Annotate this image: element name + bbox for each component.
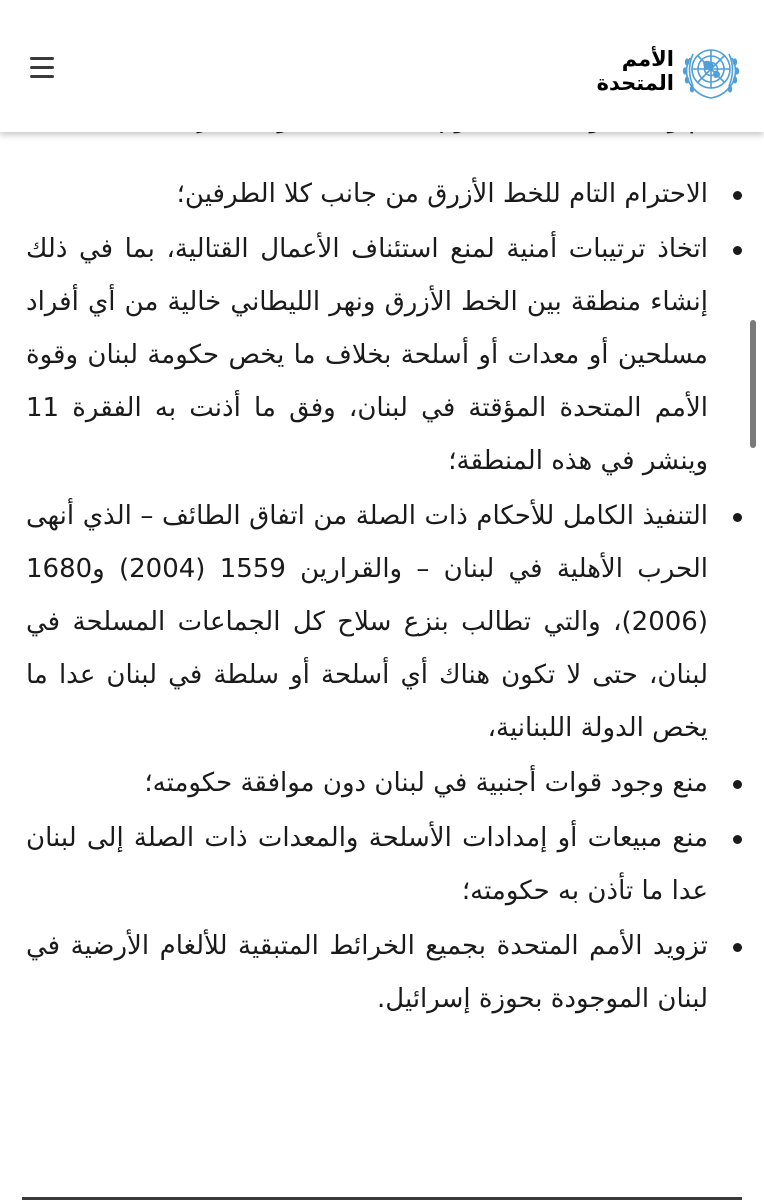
list-item-text: تزويد الأمم المتحدة بجميع الخرائط المتبقية للألغام الأرضية في لبنان الموجودة بحوزة إسرائيل. — [26, 931, 708, 1014]
logo-line-1: الأمم — [621, 47, 674, 71]
list-item — [26, 168, 708, 221]
bullet-icon — [733, 835, 742, 844]
list-item — [26, 812, 708, 918]
bullet-icon — [733, 513, 742, 522]
hamburger-menu-icon[interactable] — [26, 52, 60, 82]
list-item — [26, 757, 708, 810]
site-header — [0, 0, 764, 132]
list-item — [26, 920, 708, 1026]
bullet-icon — [733, 943, 742, 952]
bullet-icon — [733, 780, 742, 789]
scrollbar-thumb[interactable] — [750, 320, 756, 448]
un-wordmark — [597, 47, 674, 95]
list-item — [26, 490, 708, 755]
un-emblem-icon — [678, 38, 744, 104]
list-item-text: الاحترام التام للخط الأزرق من جانب كلا الطرفين؛ — [176, 179, 708, 209]
list-item-text: منع وجود قوات أجنبية في لبنان دون موافقة حكومته؛ — [144, 768, 708, 798]
list-item — [26, 223, 708, 488]
list-item-text: اتخاذ ترتيبات أمنية لمنع استئناف الأعمال القتالية، بما في ذلك إنشاء منطقة بين الخط الأزرق ونهر الليطاني خالية من أي أفراد مسلحين أو معدات أو أسلحة بخلاف ما يخص حكومة لبنان وقوة الأمم المتحدة المؤقتة في لبنان، وفق ما أذنت به الفقرة 11 وينشر في هذه المنطقة؛ — [26, 234, 708, 476]
article-body — [0, 90, 764, 1028]
principles-list — [0, 168, 764, 1026]
list-item-text: منع مبيعات أو إمدادات الأسلحة والمعدات ذات الصلة إلى لبنان عدا ما تأذن به حكومته؛ — [26, 823, 708, 906]
list-item-text: التنفيذ الكامل للأحكام ذات الصلة من اتفاق الطائف – الذي أنهى الحرب الأهلية في لبنان – والقرارين 1559 (2004) و1680 (2006)، والتي تطالب بنزع سلاح كل الجماعات المسلحة في لبنان، حتى لا تكون هناك أي أسلحة أو سلطة في لبنان عدا ما يخص الدولة اللبنانية، — [26, 501, 708, 743]
bullet-icon — [733, 246, 742, 255]
bullet-icon — [733, 191, 742, 200]
logo-line-2: المتحدة — [596, 71, 674, 95]
un-logo[interactable] — [597, 38, 744, 104]
